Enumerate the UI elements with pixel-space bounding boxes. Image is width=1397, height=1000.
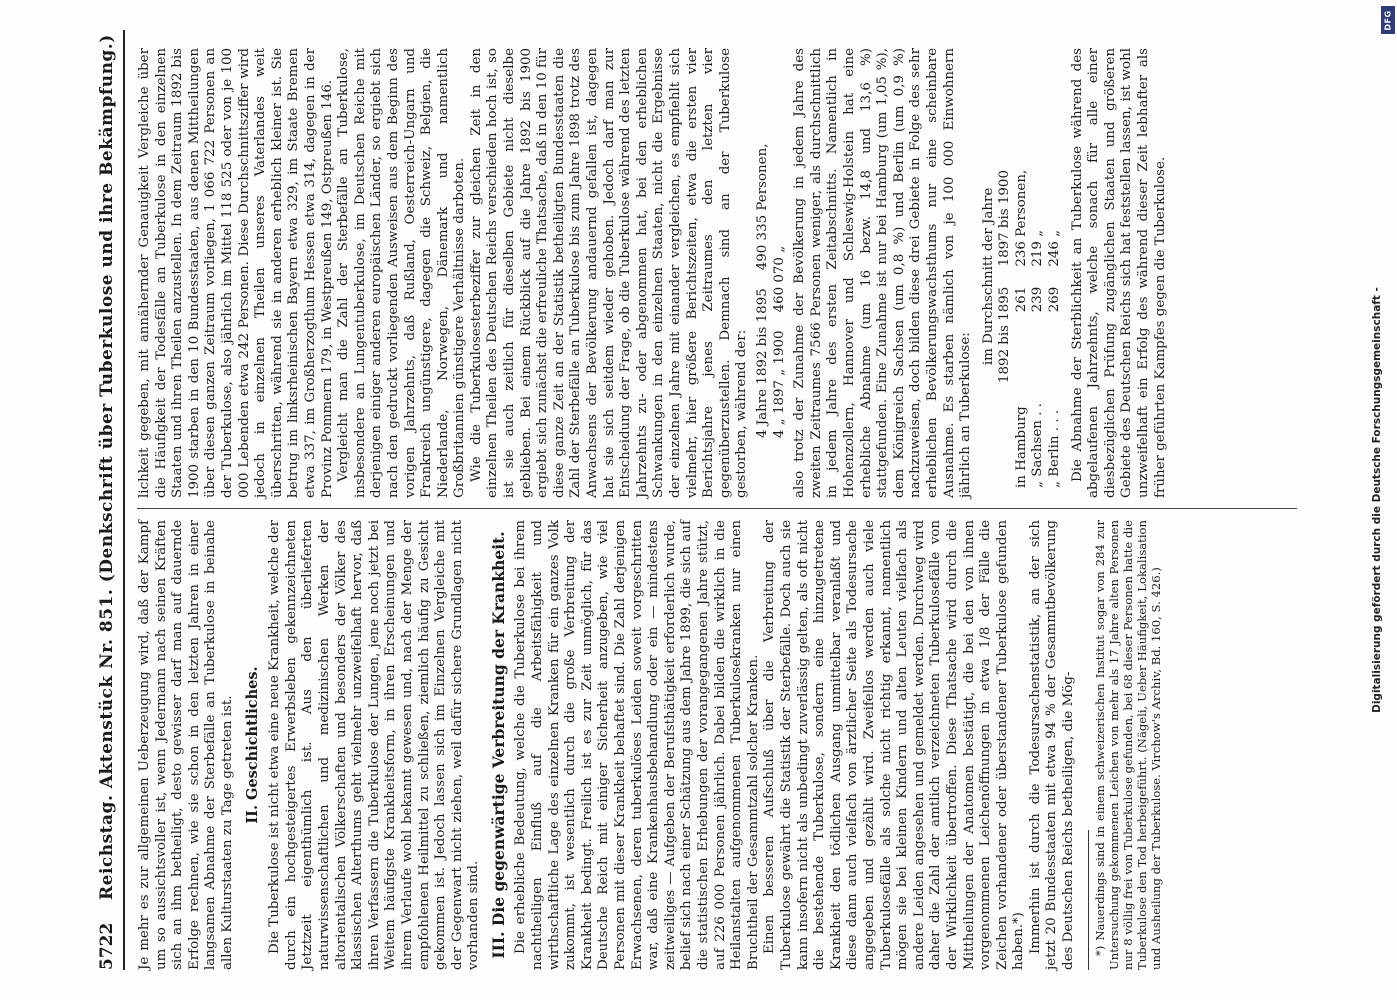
table-place: in Hamburg (1013, 406, 1029, 488)
mortality-paragraph-2: Vergleicht man die Zahl der Sterbefälle an Tuberkulose, insbesondere an Lungentuberkulose, im Deutschen Reiche mit derjenigen einiger anderen europäischen Länder, so ergiebt sich nach den gedruckt vorliegenden Ausweisen aus dem Beginn des vorigen Jahrzehnts, daß Rußland, Oesterreich-Ungarn und Frankreich ungünstigere, dagegen die Schweiz, Belgien, die Niederlande, Norwegen, Dänemark und namentlich Großbritannien günstigere Verhältnisse darboten. (336, 48, 468, 498)
rotated-document-page (93, 30, 1303, 970)
history-paragraph: Die Tuberkulose ist nicht etwa eine neue Krankheit, welche der durch ein hochgesteigertes Erwerbsleben gekennzeichneten Jetztzeit eigenthümlich ist. Aus den überlieferten naturwissenschaftlichen und medizinischen Werken der altorientalischen Völkerschaften und besonders der Völker des klassischen Alterthums geht vielmehr unzweifelhaft hervor, daß ihren Verfassern die Tuberkulose der Lungen, jene noch jetzt bei Weitem häufigste Krankheitsform, in ihren Erscheinungen und ihrem Verlaufe wohl bekannt gewesen und, nach der Menge der empfohlenen Heilmittel zu schließen, ziemlich häufig zu Gesicht gekommen ist. Jedoch lassen sich im Einzelnen Vergleiche mit der Gegenwart nicht ziehen, weil dafür sichere Grundlagen nicht vorhanden sind. (267, 520, 482, 970)
table-place: „ Berlin . . . (1047, 409, 1063, 488)
table-subheader-row (997, 160, 1014, 498)
left-column (137, 520, 1164, 970)
table-row (1014, 160, 1031, 498)
intro-paragraph: Je mehr es zur allgemeinen Ueberzeugung wird, daß der Kampf um so aussichtsvoller ist, wenn Jedermann nach seinen Kräften sich an ihm betheiligt, desto gewisser darf man auf dauernde Erfolge rechnen, wie sie schon in den letzten Jahren in einer langsamen Abnahme der Sterbefälle an Tuberkulose in beinahe allen Kulturstaaten zu Tage getreten ist. (137, 520, 235, 970)
table-value-1: 239 (1030, 286, 1046, 313)
digitization-credit: Digitalisierung gefördert durch die Deutsche Forschungsgemeinschaft - (1371, 287, 1383, 713)
death-total-row (772, 48, 789, 438)
mortality-paragraph-1: lichkeit gegeben, mit annähernder Genauigkeit Vergleiche über die Häufigkeit der Todesfälle an Tuberkulose in den einzelnen Staaten und ihren Theilen anzustellen. In dem Zeitraum 1892 bis 1900 starben in den 10 Bundesstaaten, aus denen Mittheilungen über diesen ganzen Zeitraum vorliegen, 1 066 722 Personen an der Tuberkulose, also jährlich im Mittel 118 525 oder von je 100 000 Lebenden etwa 242 Personen. Diese Durchschnittsziffer wird jedoch in einzelnen Theilen unseres Vaterlandes weit überschritten, während sie in anderen erheblich kleiner ist. Sie betrug im linksrheinischen Bayern etwa 329, im Staate Bremen etwa 337, im Großherzogthum Hessen etwa 314, dagegen in der Provinz Pommern 179, in Westpreußen 149, Ostpreußen 146. (137, 48, 335, 498)
spread-paragraph-2: Einen besseren Aufschluß über die Verbreitung der Tuberkulose gewährt die Statistik der Sterbefälle. Doch auch sie kann insofern nicht als unbedingt zuverlässig gelten, als oft nicht die bestehende Tuberkulose, sondern eine hinzugetretene Krankheit den tödlichen Ausgang unmittelbar veranlaßt und diese dann auch vielfach von ärztlicher Seite als Todesursache angegeben und gezählt wird. Zweifellos werden auch viele Tuberkulosefälle als solche nicht richtig erkannt, namentlich mögen sie bei kleinen Kindern und alten Leuten vielfach als andere Leiden angesehen und gemeldet werden. Durchweg wird daher die Zahl der amtlich verzeichneten Tuberkulosefälle von der Wirklichkeit übertroffen. Diese Thatsache wird durch die Mittheilungen der Anatomen bestätigt, die bei den von ihnen vorgenommenen Leichenöffnungen in etwa 1/8 der Fälle die Zeichen vorhandener oder überstandener Tuberkulose gefunden haben.*) (762, 520, 1027, 970)
column-divider (137, 508, 1297, 509)
table-value-2: 246 „ (1047, 229, 1063, 267)
table-place: „ Sachsen . . (1030, 403, 1046, 488)
table-row (1030, 160, 1047, 498)
page-number: 5722 (97, 922, 117, 970)
footnote-rule (1088, 830, 1089, 970)
table-col-1897-1900: 1897 bis 1900 (997, 170, 1013, 267)
table-value-1: 269 (1047, 286, 1063, 313)
death-total-value: 490 335 Personen, (754, 143, 770, 271)
spread-paragraph-1: Die erhebliche Bedeutung, welche die Tuberkulose bei ihrem nachtheiligen Einfluß auf die Arbeitsfähigkeit und wirthschaftliche Lage des einzelnen Kranken für ein ganzes Volk zukommt, ist wesentlich durch die große Verbreitung der Krankheit bedingt. Freilich ist es zur Zeit unmöglich, für das Deutsche Reich mit einiger Sicherheit anzugeben, wie viel Personen mit dieser Krankheit behaftet sind. Die Zahl derjenigen Erwachsenen, deren tuberkulöses Leiden soweit vorgeschritten war, daß eine Krankenhausbehandlung oder ein — mindestens zeitweiliges — Aufgeben der Berufsthätigkeit erforderlich wurde, belief sich nach einer Schätzung aus dem Jahre 1899, die sich auf die statistischen Erhebungen der vorangegangenen Jahre stützt, auf 226 000 Personen jährlich. Dabei bilden die wirklich in die Heilanstalten aufgenommenen Tuberkulosekranken nur einen Bruchtheil der Gesammtzahl solcher Kranken. (513, 520, 761, 970)
running-title: Reichstag. Aktenstück Nr. 851. (Denkschrift über Tuberkulose und ihre Bekämpfung.) (97, 34, 117, 900)
table-value-2: 236 Personen, (1013, 169, 1029, 267)
table-row (1047, 160, 1064, 498)
death-total-row (755, 48, 772, 438)
section-heading-history: II. Geschichtliches. (243, 666, 261, 824)
mortality-paragraph-5: Die Abnahme der Sterblichkeit an Tuberkulose während des abgelaufenen Jahrzehnts, welche sonach für alle einer diesbezüglichen Prüfung zugänglichen Staaten und größeren Gebiete des Deutschen Reichs sich hat feststellen lassen, ist wohl unzweifelhaft ein Erfolg des während dieser Zeit lebhafter als früher geführten Kampfes gegen die Tuberkulose. (1069, 48, 1168, 498)
death-total-label: 4 Jahre 1892 bis 1895 (754, 288, 770, 438)
table-col-1892-1895: 1892 bis 1895 (997, 286, 1013, 384)
death-total-label: 4 „ 1897 „ 1900 (771, 330, 787, 438)
right-column (137, 48, 1169, 498)
mortality-paragraph-4: also trotz der Zunahme der Bevölkerung in jedem Jahre des zweiten Zeitraumes 7566 Personen weniger, als durchschnittlich in jedem Jahre des ersten Zeitabschnitts. Namentlich in Hohenzollern, Hannover und Schleswig-Holstein hat eine erhebliche Abnahme (um 16 bezw. 14,8 und 13,6 %) stattgefunden. Eine Zunahme ist nur bei Hamburg (um 1,05 %), dem Königreich Sachsen (um 0,8 %) und Berlin (um 0,9 %) nachzuweisen, doch bilden diese drei Gebiete in Folge des sehr erheblichen Bevölkerungswachsthums nur eine scheinbare Ausnahme. Es starben nämlich von je 100 000 Einwohnern jährlich an Tuberkulose: (792, 48, 974, 498)
page-header (93, 30, 125, 970)
dfg-logo-text: DFG (1383, 9, 1393, 31)
section-heading-spread: III. Die gegenwärtige Verbreitung der Krankheit. (488, 531, 508, 959)
footnote: *) Nauerdings sind in einem schweizerischen Institut sogar von 284 zur Untersuchung gekommenen Leichen von mehr als 17 Jahre alten Personen nur 8 völlig frei von Tuberkulose gefunden, bei 68 dieser Personen hatte die Tuberkulose den Tod herbeigeführt. (Nägeli, Ueber Häufigkeit, Lokalisation und Ausheilung der Tuberkulose. Virchow's Archiv, Bd. 160, S. 426.) (1092, 520, 1164, 970)
death-total-value: 460 070 „ (771, 245, 787, 313)
spread-paragraph-3: Immerhin ist durch die Todesursachenstatistik, an der sich jetzt 20 Bundesstaaten mit etwa 94 % der Gesammtbevölkerung des Deutschen Reichs betheiligen, die Mög- (1027, 520, 1077, 970)
mortality-paragraph-3: Wie die Tuberkulosesterbeziffer zur gleichen Zeit in den einzelnen Theilen des Deutschen Reichs verschieden hoch ist, so ist sie auch zeitlich für dieselben Gebiete nicht dieselbe geblieben. Bei einem Rückblick auf die Jahre 1892 bis 1900 ergiebt sich zunächst die erfreuliche Thatsache, daß in den 10 für diese ganze Zeit an der Statistik betheiligten Bundesstaaten die Zahl der Sterbefälle an Tuberkulose bis zum Jahre 1898 trotz des Anwachsens der Bevölkerung andauernd gefallen ist, dagegen hat sie sich seitdem wieder gehoben. Jedoch darf man zur Entscheidung der Frage, ob die Tuberkulose während des letzten Jahrzehnts zu- oder abgenommen hat, bei den erheblichen Schwankungen in den einzelnen Staaten, nicht die Ergebnisse der einzelnen Jahre mit einander vergleichen, es empfiehlt sich vielmehr, hier größere Berichtszeiten, etwa die ersten vier Berichtsjahre jenes Zeitraumes den letzten vier gegenüberzustellen. Demnach sind an der Tuberkulose gestorben, während der: (468, 48, 750, 498)
table-value-1: 261 (1013, 286, 1029, 313)
mortality-table (981, 160, 1064, 498)
table-header-row (981, 160, 998, 498)
table-header-main: im Durchschnitt der Jahre (980, 187, 996, 366)
table-value-2: 219 „ (1030, 229, 1046, 267)
death-totals (755, 48, 788, 498)
dfg-logo (1381, 6, 1395, 34)
